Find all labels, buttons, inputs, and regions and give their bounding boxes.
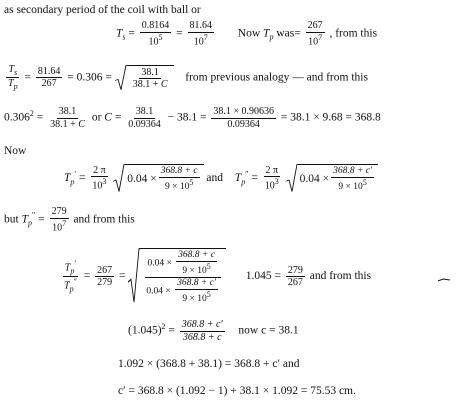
fraction: $\frac{368.8 + c'}{368.8 + c}$ xyxy=(181,319,223,343)
equation-expanded: 1.092 × (368.8 + 38.1) = 368.8 + c′ and xyxy=(118,358,300,370)
fraction: $\frac{2 \pi}{10^3}$ xyxy=(92,164,107,192)
fraction: $\frac{T_p'}{T_p''}$ xyxy=(64,259,77,294)
equation-ratio: $\frac{T_s}{T_p}$ = $\frac{81.64}{267}$ = 0.306 = 38.1 38.1 + C from previous analogy — and from this xyxy=(8,64,368,92)
fraction: 0.04 × $\frac{368.8 + c}{9 \times 10^5}$ 0.04 × $\frac{368.8 + c'}{9 \times 10^5}$ xyxy=(144,250,222,305)
fraction: $\frac{368.8 + c'}{9 \times 10^5}$ xyxy=(333,166,372,193)
square-root xyxy=(128,248,226,305)
fraction: $\frac{38.1}{38.1 + C}$ xyxy=(50,106,85,130)
equation-tp-primes: $T_p'$ = $\frac{2 \pi}{10^3}$ 0.04 × $\frac{368.8 + c}{9 \times 10^5}$ and $T_p''$ = $\frac{2 \pi}{10^3}$ 0.04 × $\frac{368.8 + c'}{9 \times 10^5}$ xyxy=(64,164,378,193)
fraction: $\frac{0.8164}{10^5}$ xyxy=(141,20,170,47)
fraction: 38.1 38.1 + C xyxy=(132,66,168,91)
fraction: $\frac{368.8 + c}{9 \times 10^5}$ xyxy=(160,166,198,193)
square-root: 0.04 × $\frac{368.8 + c}{9 \times 10^5}$ xyxy=(113,164,203,193)
equation-squared: $(1.045)^2$ = $\frac{368.8 + c'}{368.8 + c}$ now c = 38.1 xyxy=(128,319,299,343)
fraction: $\frac{2 \pi}{10^3}$ xyxy=(264,164,279,192)
fraction: $\frac{279}{10^7}$ xyxy=(51,206,67,233)
fraction: $\frac{267}{279}$ xyxy=(97,264,113,288)
square-root: 0.04 × $\frac{368.8 + c'}{9 \times 10^5}$ xyxy=(286,164,378,193)
square-root xyxy=(115,65,174,91)
equation-ts: $T_s$ = $\frac{0.8164}{10^5}$ = $\frac{81.64}{10^7}$ Now $T_p$ was= $\frac{267}{10^7}$ , from this xyxy=(116,20,378,47)
equation-c: $0.306^2$ = $\frac{38.1}{38.1 + C}$ or C = $\frac{38.1}{0.09364}$ − 38.1 = $\frac{38.1 \times 0.90636}{0.09364}$ = 38.1 × 9.68 = 368.8 xyxy=(4,106,381,130)
fraction: $\frac{81.64}{10^7}$ xyxy=(189,20,213,47)
equation-tp-double-prime: but $T_p''$ = $\frac{279}{10^7}$ and from this xyxy=(4,206,135,233)
fraction: $\frac{81.64}{267}$ xyxy=(37,65,61,90)
fraction: $\frac{38.1}{0.09364}$ xyxy=(128,106,161,130)
equation-period-ratio: $\frac{T_p'}{T_p''}$ = $\frac{267}{279}$ = 0.04 × $\frac{368.8 + c}{9 \times 10^5}$ 0.04 × $\frac{368.8 + c'}{9 \times 10^5}$ 1.045 = $\frac{279}{267}$ and from this xyxy=(64,250,372,305)
pen-mark-icon xyxy=(437,277,451,283)
fraction: $\frac{279}{267}$ xyxy=(287,264,303,288)
fraction: $\frac{T_s}{T_p}$ xyxy=(8,64,18,92)
equation-result: c′ = 368.8 × (1.092 − 1) + 38.1 × 1.092 = 75.53 cm. xyxy=(118,385,356,397)
fraction: $\frac{267}{10^7}$ xyxy=(307,20,323,47)
intro-text: as secondary period of the coil with ball or xyxy=(4,4,201,16)
now-label: Now xyxy=(4,145,27,157)
fraction: $\frac{38.1 \times 0.90636}{0.09364}$ xyxy=(213,106,274,130)
